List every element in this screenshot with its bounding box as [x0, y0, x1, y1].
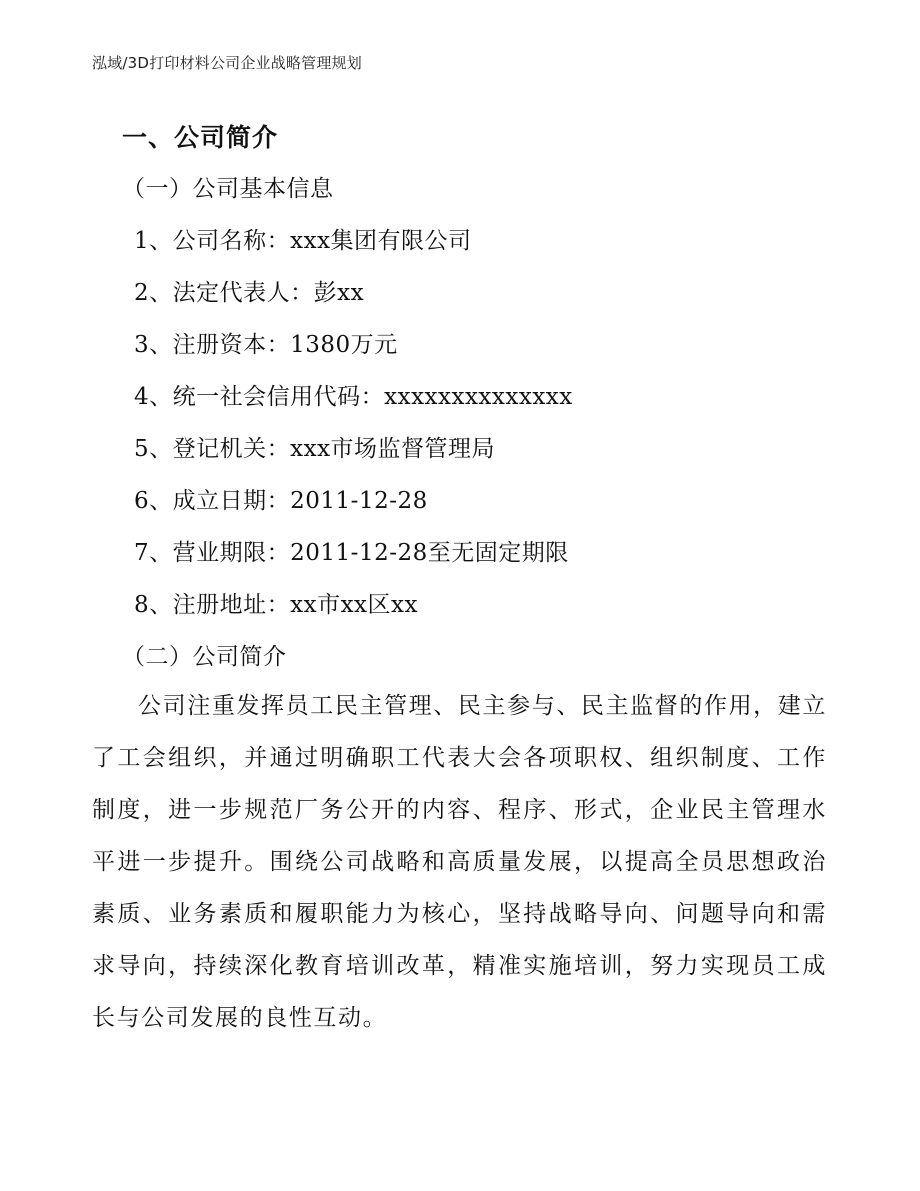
- info-item-business-term: 7、营业期限：2011-12-28至无固定期限: [134, 540, 569, 566]
- info-item-company-name: 1、公司名称：xxx集团有限公司: [134, 228, 472, 254]
- info-item-registration-authority: 5、登记机关：xxx市场监督管理局: [134, 436, 496, 462]
- section-heading: 一、公司简介: [122, 123, 279, 152]
- info-item-established-date: 6、成立日期：2011-12-28: [134, 488, 428, 514]
- info-item-registered-address: 8、注册地址：xx市xx区xx: [134, 592, 418, 618]
- info-item-credit-code: 4、统一社会信用代码：xxxxxxxxxxxxxx: [134, 384, 573, 410]
- info-item-registered-capital: 3、注册资本：1380万元: [134, 332, 398, 358]
- company-intro-paragraph: 公司注重发挥员工民主管理、民主参与、民主监督的作用，建立了工会组织，并通过明确职工代表大会各项职权、组织制度、工作制度，进一步规范厂务公开的内容、程序、形式，企业民主管理水平进一步提升。围绕公司战略和高质量发展，以提高全员思想政治素质、业务素质和履职能力为核心，坚持战略导向、问题导向和需求导向，持续深化教育培训改革，精准实施培训，努力实现员工成长与公司发展的良性互动。: [92, 693, 827, 1031]
- info-item-legal-representative: 2、法定代表人：彭xx: [134, 280, 365, 306]
- subsection-heading-intro: （二）公司简介: [122, 644, 287, 670]
- header-divider: [92, 78, 828, 79]
- subsection-heading-basic-info: （一）公司基本信息: [122, 176, 334, 202]
- running-header: 泓域/3D打印材料公司企业战略管理规划: [92, 54, 362, 72]
